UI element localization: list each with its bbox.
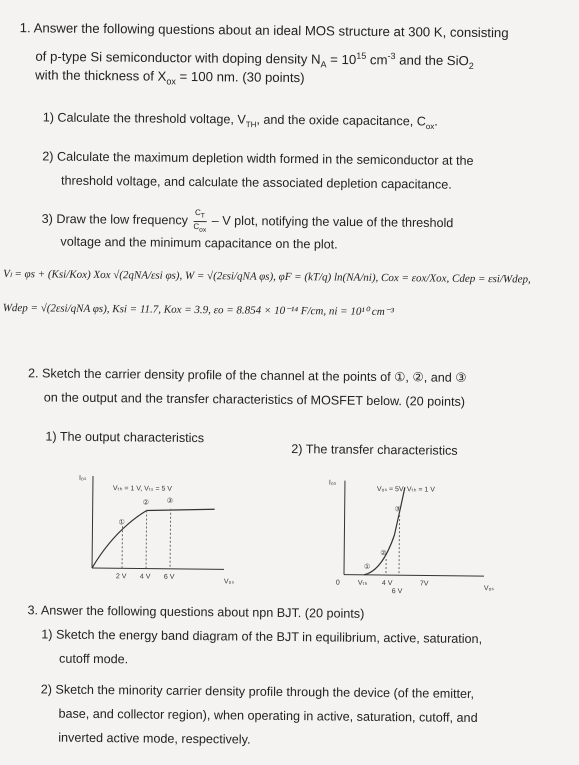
output-dash-2 (146, 511, 147, 569)
output-tick-2: 4 V (140, 573, 151, 580)
q1-sub2-b: threshold voltage, and calculate the associated depletion capacitance. (61, 172, 452, 194)
output-tick-3: 6 V (164, 574, 175, 581)
q3-line1: 3. Answer the following questions about npn BJT. (20 points) (28, 601, 365, 623)
q1-line3: with the thickness of $X_{ox} = 100$ nm. (30 points) (35, 66, 305, 91)
output-point-3: ③ (167, 497, 173, 505)
q1-line1: 1. Answer the following questions about an ideal MOS structure at 300 K, consisting (20, 19, 509, 42)
q2-sub2: 2) The transfer characteristics (291, 440, 458, 460)
q1-sub2-a: 2) Calculate the maximum depletion width formed in the semiconductor at the (42, 147, 473, 170)
transfer-dash-3 (399, 515, 400, 575)
output-point-1: ① (118, 518, 124, 526)
formula-line2: Wdep = √(2εsi/qNA φs), Ksi = 11.7, Kox = 3.9, εo = 8.854 × 10⁻¹⁴ F/cm, ni = 10¹⁰ cm⁻³ (3, 301, 394, 318)
output-characteristics-graph (74, 468, 265, 590)
transfer-tick-1: Vₜₕ (358, 580, 368, 587)
q1-sub1: 1) Calculate the threshold voltage, $V_{TH}$, and the oxide capacitance, $C_{ox}$. (43, 108, 438, 136)
output-tick-1: 2 V (116, 573, 127, 580)
q1-sub3-b: voltage and the minimum capacitance on the plot. (60, 233, 337, 254)
transfer-point-1: ① (364, 563, 370, 571)
output-annotation: Vₜₕ = 1 V, Vₜₛ = 5 V (113, 485, 173, 493)
output-y-label: I₀ₛ (79, 475, 87, 482)
transfer-curve (364, 487, 405, 575)
transfer-point-3: ③ (395, 505, 401, 513)
output-dash-3 (170, 509, 171, 569)
transfer-tick-3: 7V (420, 580, 429, 587)
q1-line2: of p-type Si semiconductor with doping density $N_A = 10^{15}$ $cm^{-3}$ and the SiO$_2$ (35, 43, 474, 75)
transfer-tick-below: 6 V (392, 588, 403, 595)
formula-line1: Vₗ = φs + (Ksi/Kox) Xox √(2qNA/εsi φs), W = √(2εsi/qNA φs), φF = (kT/q) ln(NA/ni), Cox = εox/Xox, Cdep = εsi/Wdep, (3, 267, 531, 286)
output-x-label: V₀ₛ (224, 578, 235, 585)
transfer-x-label: V₀ₛ (484, 585, 495, 592)
q3-sub2-c: inverted active mode, respectively. (58, 729, 250, 749)
transfer-y-label: I₀ₛ (329, 479, 337, 486)
ct-over-cox-fraction: $C_T$ $C_{ox}$ (193, 208, 206, 234)
q3-sub1-b: cutoff mode. (59, 650, 128, 669)
q3-sub2-b: base, and collector region), when operating in active, saturation, cutoff, and (58, 705, 477, 727)
q3-sub2-a: 2) Sketch the minority carrier density profile through the device (of the emitter, (41, 680, 474, 703)
output-point-2: ② (143, 498, 149, 506)
output-curve (92, 508, 215, 569)
q2-line1: 2. Sketch the carrier density profile of the channel at the points of ①, ②, and ③ (28, 364, 467, 387)
transfer-point-2: ② (380, 549, 386, 557)
q1-sub3-a: 3) Draw the low frequency $C_T$ $C_{ox}$ – V plot, notifying the value of the threshold (42, 206, 454, 236)
q3-sub1-a: 1) Sketch the energy band diagram of the BJT in equilibrium, active, saturation, (41, 625, 482, 648)
transfer-tick-2: 4 V (382, 580, 393, 587)
q2-line2: on the output and the transfer characteristics of MOSFET below. (20 points) (44, 388, 465, 410)
q2-sub1: 1) The output characteristics (45, 427, 204, 447)
transfer-tick-0: 0 (336, 580, 340, 587)
transfer-characteristics-graph (324, 474, 515, 596)
transfer-annotation: V₀ₛ = 5V, Vₜₕ = 1 V (377, 486, 435, 494)
